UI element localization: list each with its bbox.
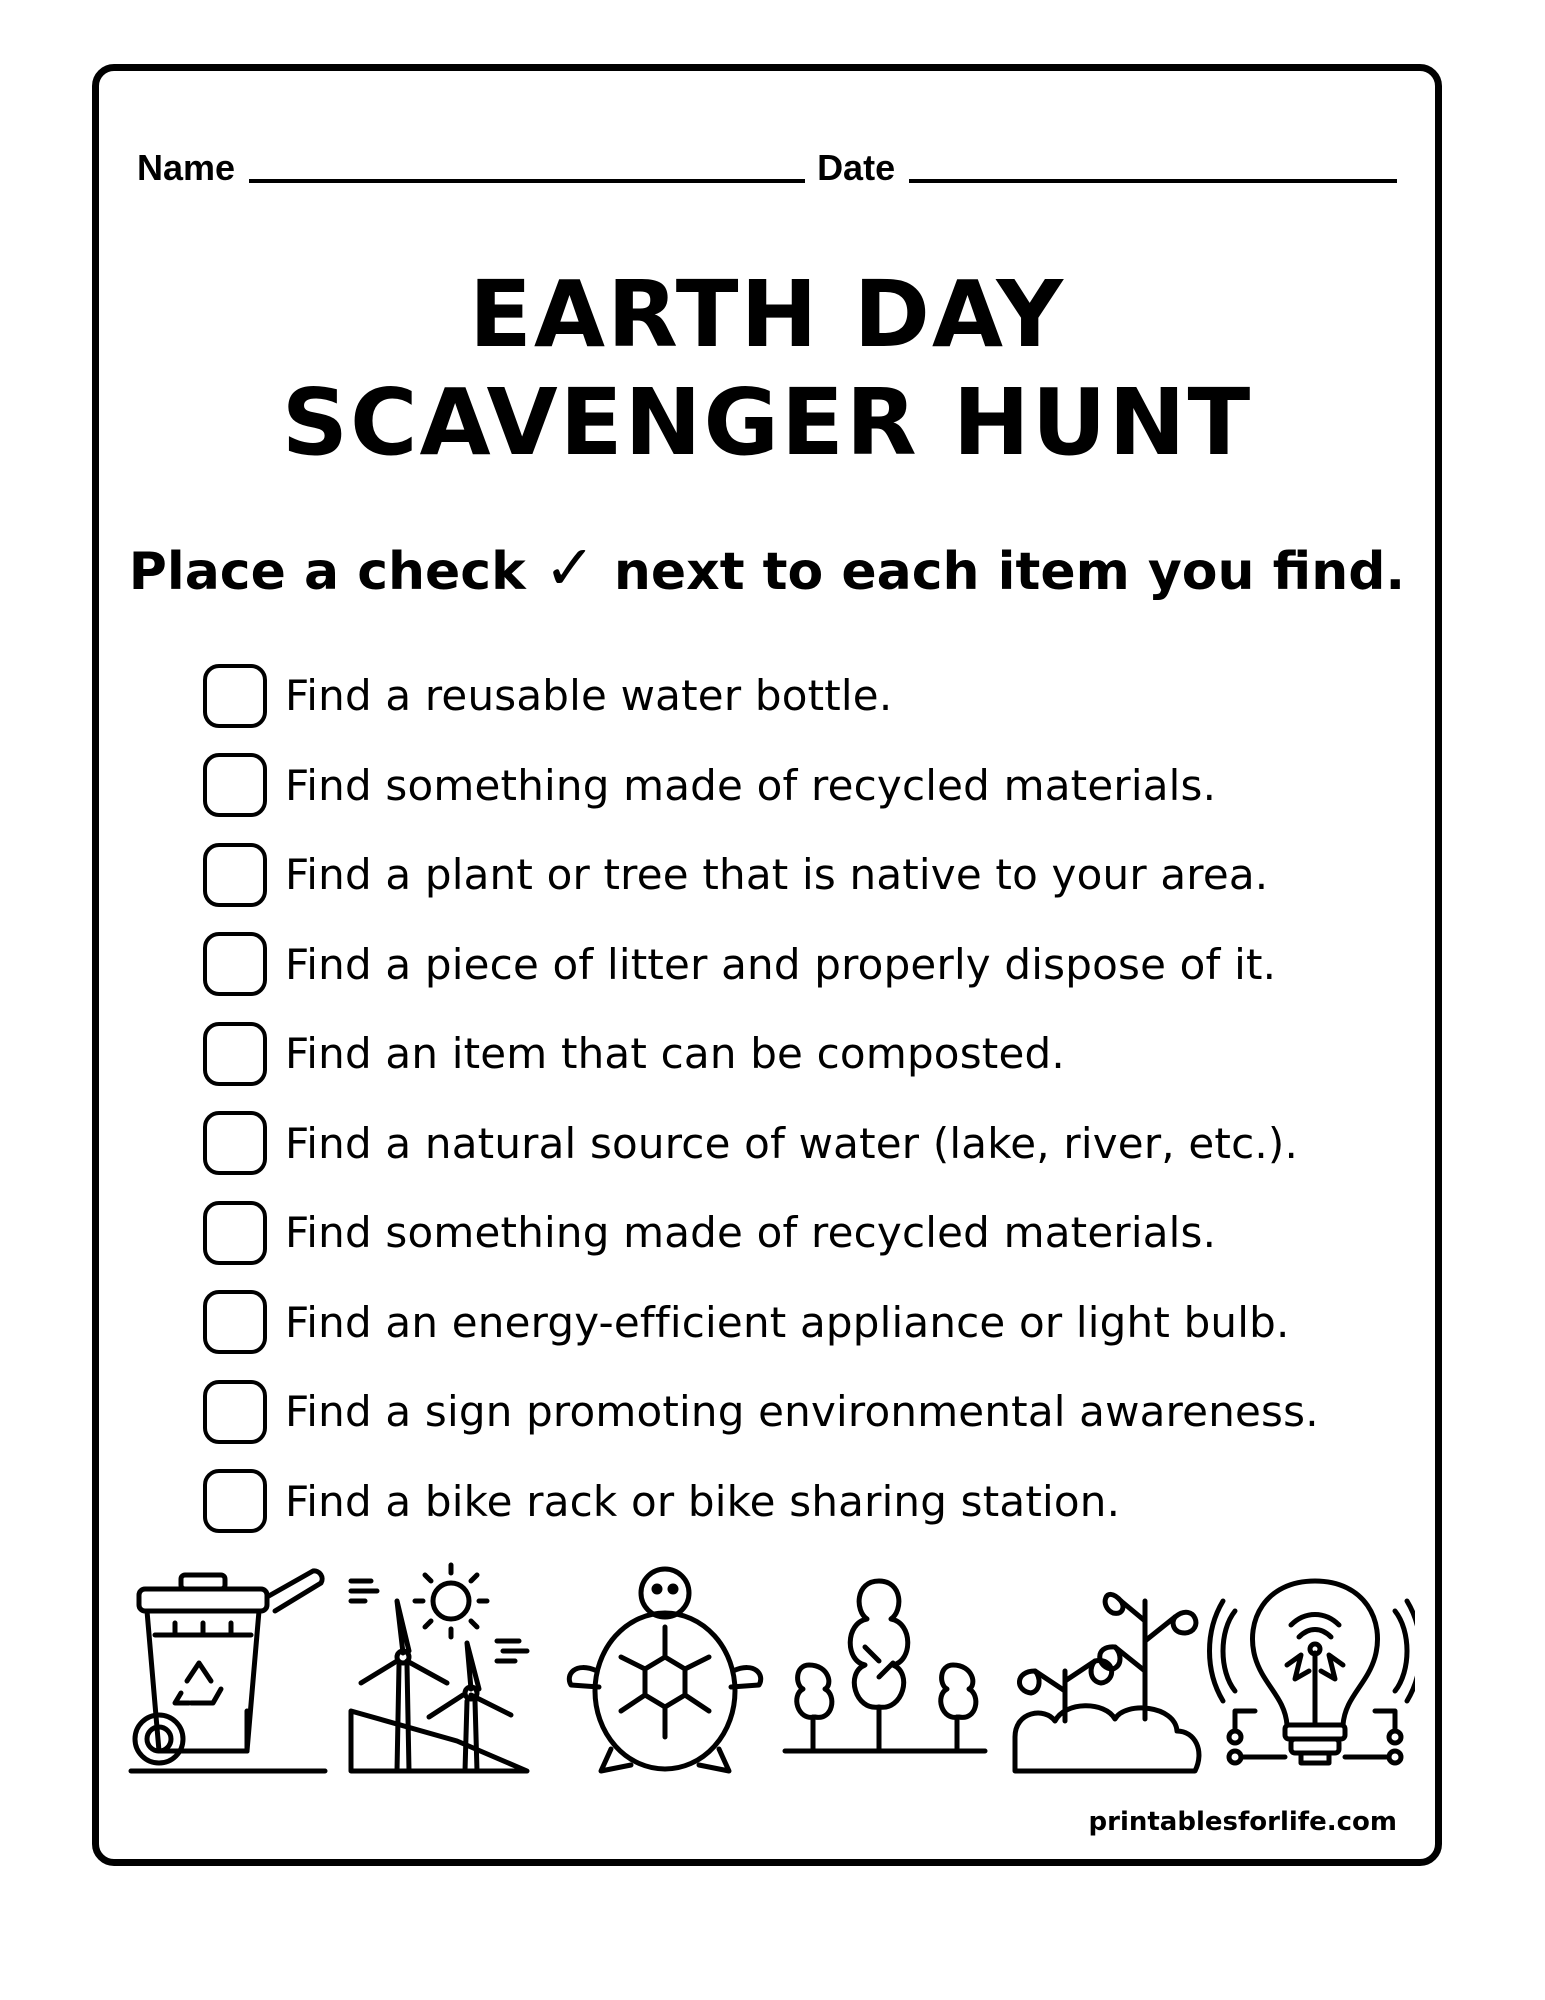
list-item <box>203 830 1319 920</box>
list-item <box>203 741 1319 831</box>
title-line-1: EARTH DAY <box>469 261 1065 368</box>
trees-icon <box>785 1581 985 1751</box>
page-title <box>99 261 1435 477</box>
instruction-text <box>99 531 1435 604</box>
item-text: Find an item that can be composted. <box>285 1029 1065 1079</box>
instruction-after: next to each item you find. <box>613 542 1406 602</box>
light-bulb-icon <box>1210 1581 1416 1763</box>
checkbox[interactable] <box>203 1380 267 1444</box>
item-text: Find something made of recycled materials. <box>285 760 1217 810</box>
earth-day-icons <box>125 1561 1415 1781</box>
name-date-row <box>137 129 1397 189</box>
item-text: Find a sign promoting environmental awareness. <box>285 1387 1319 1437</box>
checkbox[interactable] <box>203 1022 267 1086</box>
date-blank-line <box>909 179 1397 183</box>
checkbox[interactable] <box>203 753 267 817</box>
instruction-before: Place a check <box>128 542 526 602</box>
checkbox[interactable] <box>203 932 267 996</box>
turtle-icon <box>569 1569 760 1771</box>
worksheet <box>92 64 1442 1866</box>
item-text: Find a plant or tree that is native to your area. <box>285 850 1269 900</box>
item-text: Find a bike rack or bike sharing station. <box>285 1476 1121 1526</box>
list-item <box>203 1457 1319 1547</box>
checkbox[interactable] <box>203 1201 267 1265</box>
list-item <box>203 1009 1319 1099</box>
sprouts-icon <box>1015 1594 1199 1771</box>
footer-website: printablesforlife.com <box>1088 1807 1397 1837</box>
checkbox[interactable] <box>203 1469 267 1533</box>
item-text: Find a natural source of water (lake, river, etc.). <box>285 1118 1299 1168</box>
title-line-2: SCAVENGER HUNT <box>281 369 1253 476</box>
item-text: Find something made of recycled materials. <box>285 1208 1217 1258</box>
checkbox[interactable] <box>203 1290 267 1354</box>
list-item <box>203 1188 1319 1278</box>
checkbox[interactable] <box>203 664 267 728</box>
list-item <box>203 1099 1319 1189</box>
item-text: Find a reusable water bottle. <box>285 671 893 721</box>
checkbox[interactable] <box>203 843 267 907</box>
list-item <box>203 920 1319 1010</box>
name-label: Name <box>137 147 236 188</box>
wind-turbines-icon <box>351 1565 527 1771</box>
item-text: Find an energy-efficient appliance or light bulb. <box>285 1297 1290 1347</box>
date-label: Date <box>817 147 896 188</box>
check-mark-icon: ✓ <box>543 531 596 604</box>
item-text: Find a piece of litter and properly dispose of it. <box>285 939 1277 989</box>
scavenger-checklist <box>203 651 1319 1546</box>
list-item <box>203 1367 1319 1457</box>
recycling-bin-icon <box>131 1571 325 1771</box>
list-item <box>203 651 1319 741</box>
list-item <box>203 1278 1319 1368</box>
name-blank-line <box>249 179 805 183</box>
checkbox[interactable] <box>203 1111 267 1175</box>
